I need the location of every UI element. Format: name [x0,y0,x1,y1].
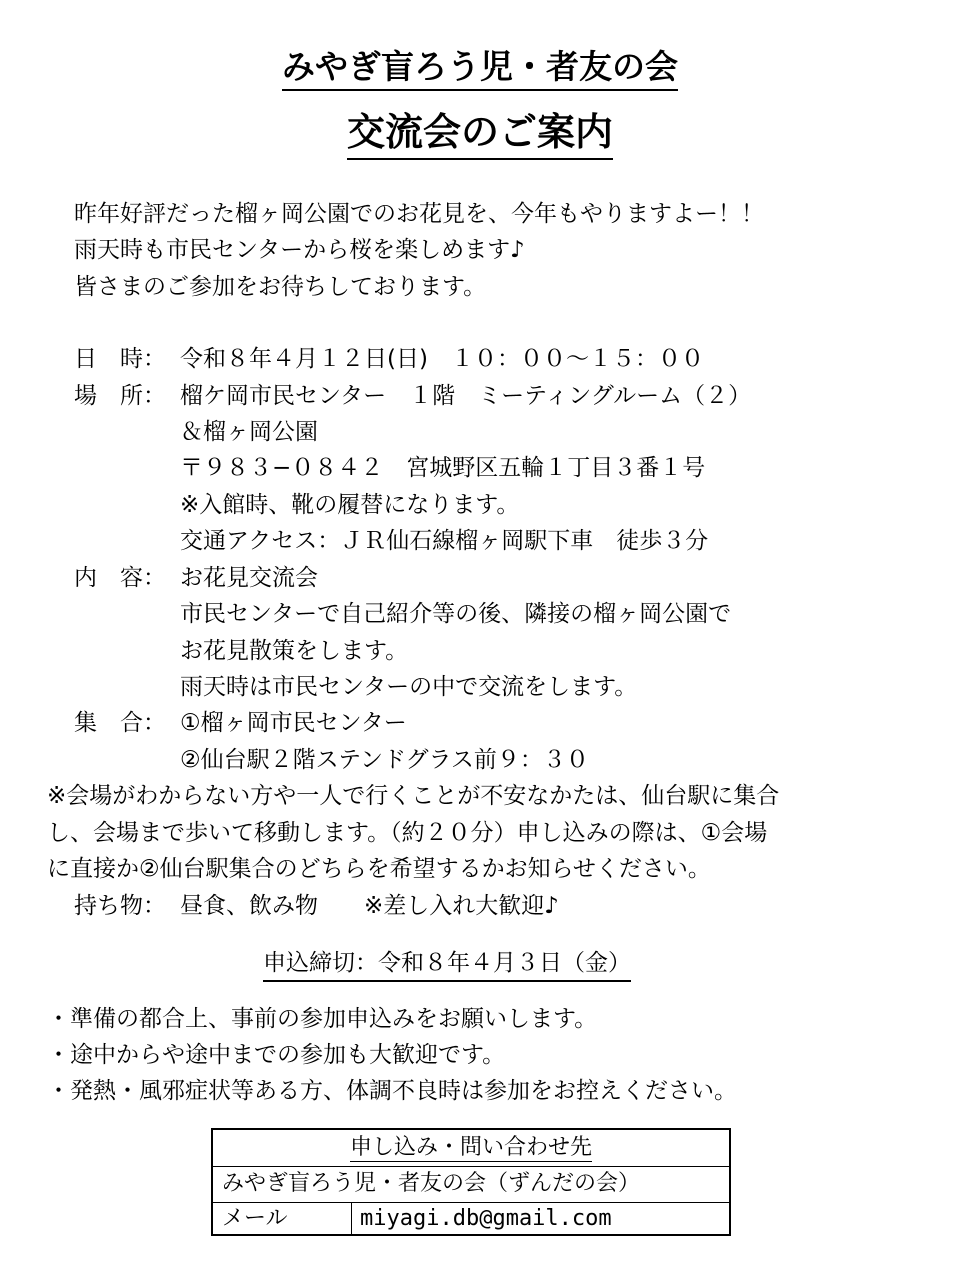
place-line: 〒９８３−０８４２ 宮城野区五輪１丁目３番１号 [180,455,706,481]
application-deadline: 申込締切：令和８年４月３日（金） [263,952,631,975]
place-line: ＆榴ヶ岡公園 [180,419,318,445]
place-line: 榴ケ岡市民センター １階 ミーティングルーム（２） [180,383,752,409]
note-line: し、会場まで歩いて移動します。（約２０分）申し込みの際は、①会場 [47,820,768,846]
datetime-label: 日 時： [74,346,166,372]
organization-name: みやぎ盲ろう児・者友の会 [0,50,960,83]
place-line: 交通アクセス：ＪＲ仙石線榴ヶ岡駅下車 徒歩３分 [180,528,709,554]
contact-org: みやぎ盲ろう児・者友の会（ずんだの会） [213,1166,729,1202]
contact-heading: 申し込み・問い合わせ先 [349,1135,592,1160]
content-line: 市民センターで自己紹介等の後、隣接の榴ヶ岡公園で [180,601,732,627]
mail-address: miyagi.db@gmail.com [360,1206,612,1231]
bullet-item: ・準備の都合上、事前の参加申込みをお願いします。 [47,1006,598,1032]
belongings-label: 持ち物： [74,893,166,919]
note-line: に直接か②仙台駅集合のどちらを希望するかお知らせください。 [47,856,711,882]
datetime-value: 令和８年４月１２日(日) １０：００～１５：００ [180,346,704,372]
place-label: 場 所： [74,383,166,409]
place-line: ※入館時、靴の履替になります。 [180,492,520,518]
intro-line: 皆さまのご参加をお待ちしております。 [74,274,487,300]
belongings-value: 昼食、飲み物 ※差し入れ大歓迎♪ [180,893,559,919]
divider [351,1203,352,1235]
note-line: ※会場がわからない方や一人で行くことが不安なかたは、仙台駅に集合 [47,783,780,809]
bullet-item: ・途中からや途中までの参加も大歓迎です。 [47,1042,506,1068]
mail-label: メール [222,1206,288,1231]
meeting-line: ②仙台駅２階ステンドグラス前９：３０ [180,747,589,773]
intro-line: 雨天時も市民センターから桜を楽しめます♪ [74,237,525,263]
page-title: 交流会のご案内 [0,113,960,151]
content-line: お花見交流会 [180,565,318,591]
content-line: お花見散策をします。 [180,638,409,664]
intro-line: 昨年好評だった榴ヶ岡公園でのお花見を、今年もやりますよー！！ [74,201,764,227]
content-line: 雨天時は市民センターの中で交流をします。 [180,674,638,700]
content-label: 内 容： [74,565,166,591]
meeting-label: 集 合： [74,710,166,736]
meeting-line: ①榴ヶ岡市民センター [180,710,407,736]
contact-mail-row [213,1202,729,1236]
bullet-item: ・発熱・風邪症状等ある方、体調不良時は参加をお控えください。 [47,1078,737,1104]
contact-box [211,1128,731,1236]
